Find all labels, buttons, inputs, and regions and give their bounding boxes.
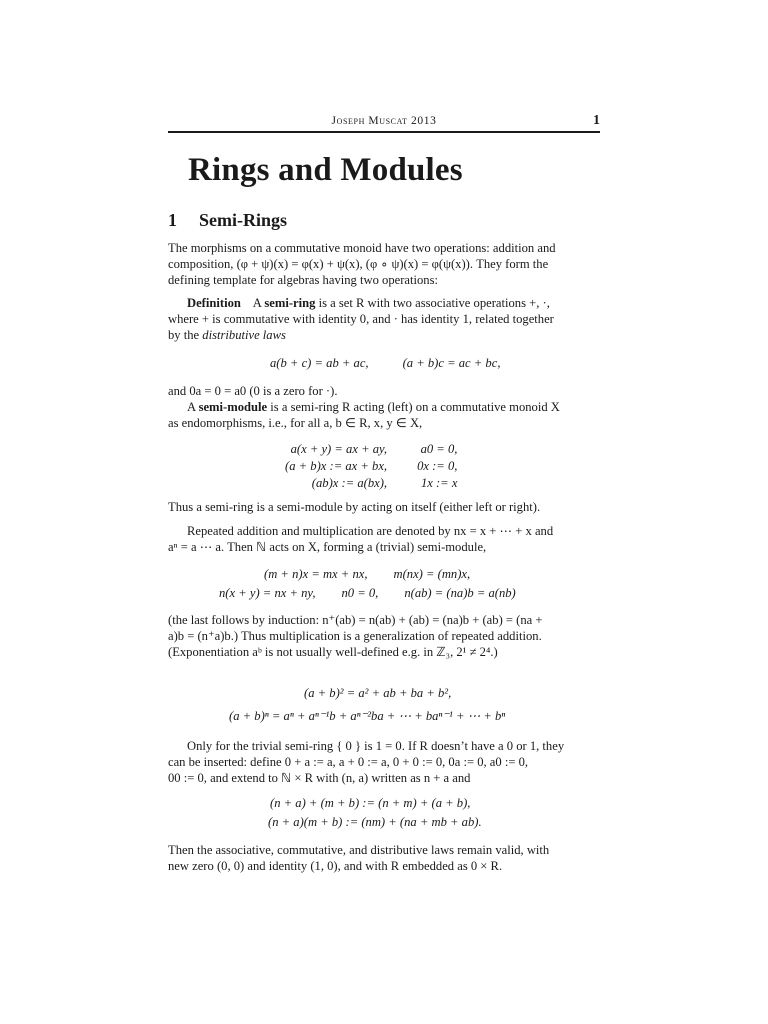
text-line: The morphisms on a commutative monoid have two operations: addition and xyxy=(168,241,556,255)
term-semi-module: semi-module xyxy=(198,400,268,414)
equation-extension-sum: (n + a) + (m + b) := (n + m) + (a + b), xyxy=(270,796,471,810)
text-line: A semi-module is a semi-ring R acting (left) on a commutative monoid X xyxy=(187,400,560,414)
text-line: (the last follows by induction: n⁺(ab) = n(ab) + (ab) = (na)b + (ab) = (na + xyxy=(168,613,543,627)
equation-binomial-square: (a + b)² = a² + ab + ba + b², xyxy=(304,686,452,700)
definition-line: Definition A semi-ring is a set R with two associative operations +, ·, xyxy=(187,296,550,310)
definition-label: Definition xyxy=(187,296,241,310)
definition-line: by the distributive laws xyxy=(168,328,286,343)
semimodule-paragraph xyxy=(168,399,600,431)
definition-paragraph xyxy=(168,295,600,344)
induction-paragraph xyxy=(168,612,600,661)
text-line: defining template for algebras having two operations: xyxy=(168,273,438,288)
text-line: as endomorphisms, i.e., for all a, b ∈ R, x, y ∈ X, xyxy=(168,416,423,431)
equation-module-array: a(x + y) = ax + ay, a0 = 0, (a + b)x := ax + bx, 0x := 0, (ab)x := a(bx), 1x := x xyxy=(285,442,458,490)
text-line: Repeated addition and multiplication are denoted by nx = x + ⋯ + x and xyxy=(187,524,554,538)
repeated-paragraph xyxy=(168,523,600,555)
section-number: 1 xyxy=(168,210,177,230)
text-line: composition, (φ + ψ)(x) = φ(x) + ψ(x), (φ ∘ ψ)(x) = φ(ψ(x)). They form the xyxy=(168,257,549,272)
text-line: aⁿ = a ⋯ a. Then ℕ acts on X, forming a (trivial) semi-module, xyxy=(168,540,487,555)
text-line: Thus a semi-ring is a semi-module by acting on itself (either left or right). xyxy=(168,500,541,514)
trivial-paragraph xyxy=(168,738,600,787)
text-line: a)b = (n⁺a)b.) Thus multiplication is a generalization of repeated addition. xyxy=(168,629,542,644)
text-line: (Exponentiation aᵇ is not usually well-defined e.g. in ℤ₃, 2¹ ≠ 2⁴.) xyxy=(168,645,498,660)
definition-line: where + is commutative with identity 0, and · has identity 1, related together xyxy=(168,312,554,327)
text-line: can be inserted: define 0 + a := a, a + 0 := a, 0 + 0 := 0, 0a := 0, a0 := 0, xyxy=(168,755,529,770)
page-title: Rings and Modules xyxy=(188,152,463,188)
equation-nat-line1: (m + n)x = mx + nx, m(nx) = (mn)x, xyxy=(264,567,471,581)
text-line: 00 := 0, and extend to ℕ × R with (n, a) written as n + a and xyxy=(168,771,471,786)
equation-binomial-general: (a + b)ⁿ = aⁿ + aⁿ⁻¹b + aⁿ⁻²ba + ⋯ + baⁿ⁻¹ + ⋯ + bⁿ xyxy=(229,709,506,723)
final-paragraph xyxy=(168,842,600,874)
self-action-paragraph xyxy=(168,499,600,515)
text-line: Only for the trivial semi-ring { 0 } is 1 = 0. If R doesn’t have a 0 or 1, they xyxy=(187,739,565,753)
section-heading xyxy=(168,210,287,231)
page-number: 1 xyxy=(593,113,600,128)
equation-nat-line2: n(x + y) = nx + ny, n0 = 0, n(ab) = (na)b = a(nb) xyxy=(219,586,516,600)
zero-paragraph xyxy=(168,383,600,399)
intro-paragraph xyxy=(168,240,600,289)
equation-distributive: a(b + c) = ab + ac, (a + b)c = ac + bc, xyxy=(270,356,501,370)
section-title: Semi-Rings xyxy=(199,210,288,230)
text-line: and 0a = 0 = a0 (0 is a zero for ·). xyxy=(168,384,338,398)
header-author: Joseph Muscat 2013 xyxy=(331,115,437,127)
text-line: Then the associative, commutative, and distributive laws remain valid, with xyxy=(168,843,550,857)
running-header xyxy=(168,115,600,131)
equation-extension-product: (n + a)(m + b) := (nm) + (na + mb + ab). xyxy=(268,815,482,829)
header-rule xyxy=(168,131,600,133)
term-semi-ring: semi-ring xyxy=(264,296,316,310)
text-line: new zero (0, 0) and identity (1, 0), and with R embedded as 0 × R. xyxy=(168,859,503,874)
term-distributive-laws: distributive laws xyxy=(202,328,286,343)
